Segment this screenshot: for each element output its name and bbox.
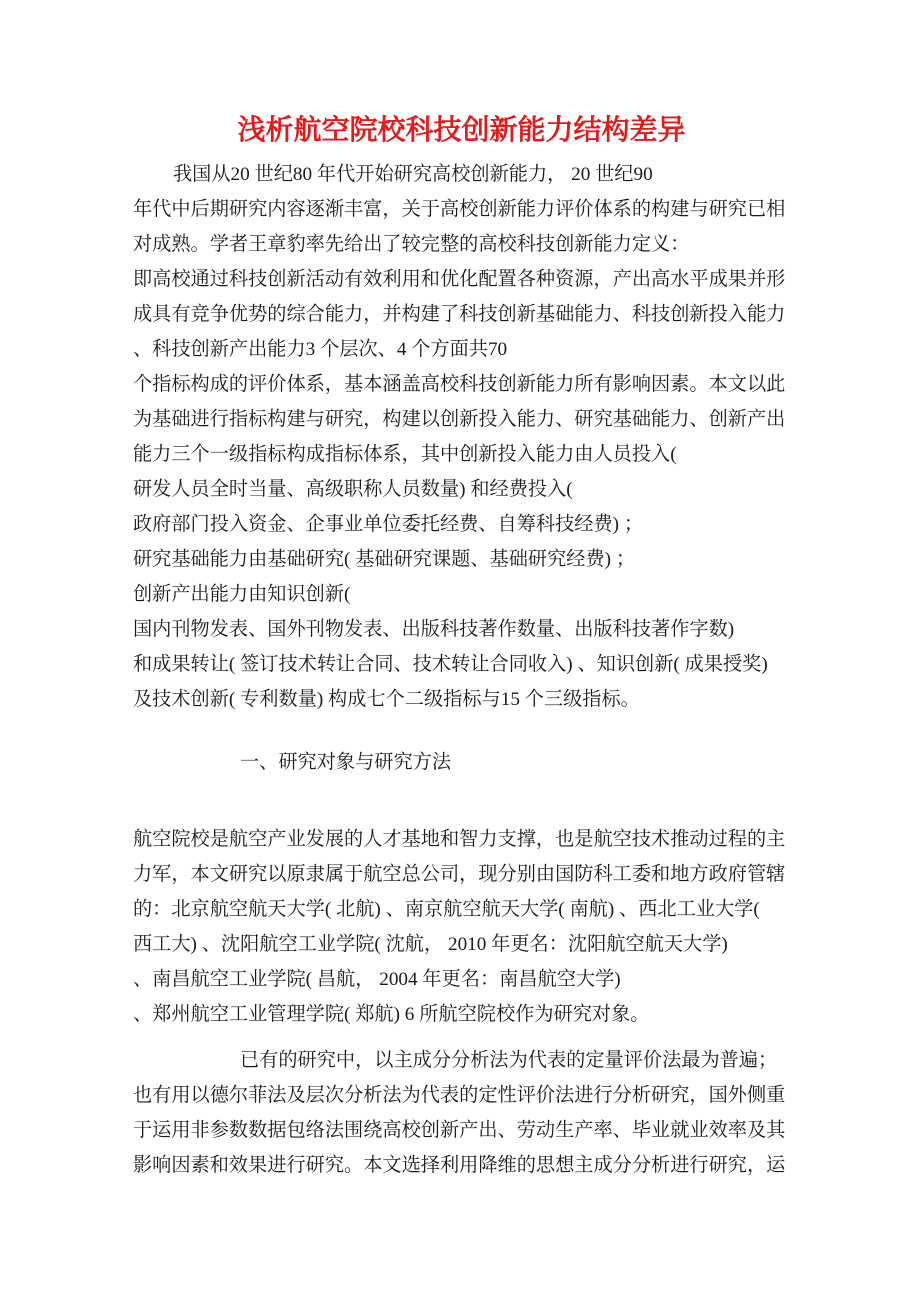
text-line: 已有的研究中，以主成分分析法为代表的定量评价法最为普遍； [240,1050,778,1071]
text-line: 对成熟。学者王章豹率先给出了较完整的高校科技创新能力定义： [133,234,690,255]
text-line: 、郑州航空工业管理学院( 郑航) 6 所航空院校作为研究对象。 [133,1004,650,1025]
paragraph-intro [133,157,790,717]
paragraph-research-methods [133,1043,790,1183]
text-line: 能力三个一级指标构成指标体系，其中创新投入能力由人员投入( [133,444,677,465]
text-line: 及技术创新( 专利数量) 构成七个二级指标与15 个三级指标。 [133,689,640,710]
text-line: 国内刊物发表、国外刊物发表、出版科技著作数量、出版科技著作字数) [133,619,735,640]
text-line: 政府部门投入资金、企事业单位委托经费、自筹科技经费) ； [133,514,644,535]
text-line: 个指标构成的评价体系，基本涵盖高校科技创新能力所有影响因素。本文以此 [133,374,786,395]
text-line: 也有用以德尔菲法及层次分析法为代表的定性评价法进行分析研究，国外侧重 [133,1085,786,1106]
text-line: 即高校通过科技创新活动有效利用和优化配置各种资源，产出高水平成果并形 [133,269,786,290]
text-line: 、科技创新产出能力3 个层次、4 个方面共70 [133,339,508,360]
text-line: 研究基础能力由基础研究( 基础研究课题、基础研究经费) ； [133,549,636,570]
paragraph-research-objects [133,822,790,1032]
text-line: 我国从20 世纪80 年代开始研究高校创新能力， 20 世纪90 [173,164,653,185]
text-line: 航空院校是航空产业发展的人才基地和智力支撑，也是航空技术推动过程的主 [133,829,786,850]
text-line: 研发人员全时当量、高级职称人员数量) 和经费投入( [133,479,573,500]
text-line: 于运用非参数数据包络法围绕高校创新产出、劳动生产率、毕业就业效率及其 [133,1120,786,1141]
text-line: 影响因素和效果进行研究。本文选择利用降维的思想主成分分析进行研究，运 [133,1155,786,1176]
text-line: 的：北京航空航天大学( 北航) 、南京航空航天大学( 南航) 、西北工业大学( [133,899,760,920]
document-title: 浅析航空院校科技创新能力结构差异 [237,115,686,146]
text-line: 成具有竞争优势的综合能力，并构建了科技创新基础能力、科技创新投入能力 [133,304,786,325]
text-line: 年代中后期研究内容逐渐丰富，关于高校创新能力评价体系的构建与研究已相 [133,199,786,220]
text-line: 创新产出能力由知识创新( [133,584,351,605]
text-line: 和成果转让( 签订技术转让合同、技术转让合同收入) 、知识创新( 成果授奖) [133,654,768,675]
text-line: 、南昌航空工业学院( 昌航， 2004 年更名：南昌航空大学) [133,969,621,990]
text-line: 为基础进行指标构建与研究，构建以创新投入能力、研究基础能力、创新产出 [133,409,786,430]
text-line: 西工大) 、沈阳航空工业学院( 沈航， 2010 年更名：沈阳航空航天大学) [133,934,728,955]
text-line: 力军，本文研究以原隶属于航空总公司，现分别由国防科工委和地方政府管辖 [133,864,786,885]
section-heading-research-objects-methods: 一、研究对象与研究方法 [240,752,452,773]
